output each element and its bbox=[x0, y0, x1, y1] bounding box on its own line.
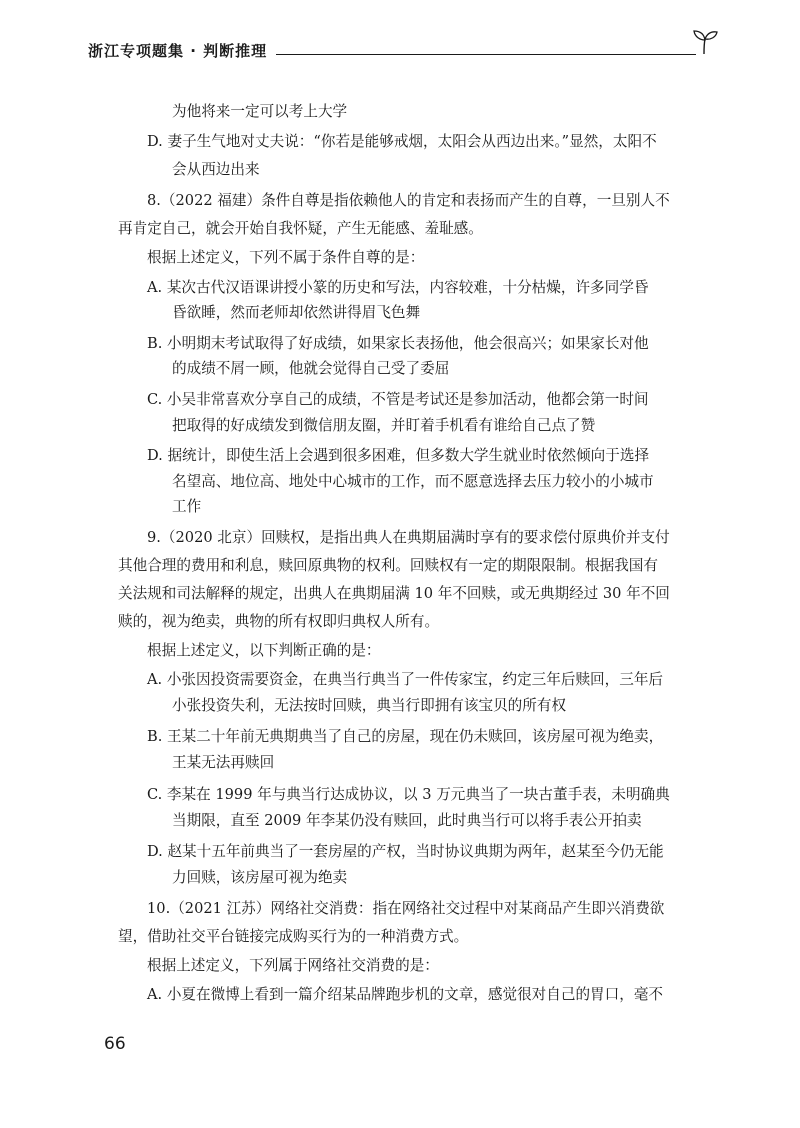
question-9-stem-line-1: 9.（2020 北京）回赎权，是指出典人在典期届满时享有的要求偿付原典价并支付 bbox=[147, 529, 670, 546]
option-b-line-1: B. 小明期末考试取得了好成绩，如果家长表扬他，他会很高兴；如果家长对他 bbox=[147, 335, 649, 352]
question-10-stem-line-1: 10.（2021 江苏）网络社交消费：指在网络社交过程中对某商品产生即兴消费欲 bbox=[147, 900, 665, 917]
option-d-line-1: D. 据统计，即使生活上会遇到很多困难，但多数大学生就业时依然倾向于选择 bbox=[147, 447, 650, 464]
text-line: 的成绩不屑一顾，他就会觉得自己受了委屈 bbox=[172, 360, 450, 377]
option-d-line-1: D. 妻子生气地对丈夫说：“你若是能够戒烟，太阳会从西边出来。”显然，太阳不 bbox=[147, 133, 657, 150]
text-line: 把取得的好成绩发到微信朋友圈，并盯着手机看有谁给自己点了赞 bbox=[172, 417, 596, 434]
text-line: 昏欲睡，然而老师却依然讲得眉飞色舞 bbox=[172, 304, 421, 321]
text-line: 工作 bbox=[172, 498, 202, 515]
text-line: 望，借助社交平台链接完成购买行为的一种消费方式。 bbox=[118, 928, 469, 945]
header-rule bbox=[276, 54, 696, 55]
text-line: 力回赎，该房屋可视为绝卖 bbox=[172, 869, 348, 886]
option-d-line-1: D. 赵某十五年前典当了一套房屋的产权，当时协议典期为两年，赵某至今仍无能 bbox=[147, 843, 664, 860]
option-a-line-1: A. 小张因投资需要资金，在典当行典当了一件传家宝，约定三年后赎回，三年后 bbox=[147, 671, 664, 688]
sprout-icon bbox=[690, 26, 720, 56]
text-line: 再肯定自己，就会开始自我怀疑，产生无能感、羞耻感。 bbox=[118, 220, 483, 237]
question-8-prompt: 根据上述定义，下列不属于条件自尊的是： bbox=[147, 249, 425, 266]
question-9-prompt: 根据上述定义，以下判断正确的是： bbox=[147, 642, 381, 659]
page-header bbox=[88, 40, 728, 64]
text-line: 名望高、地位高、地处中心城市的工作，而不愿意选择去压力较小的小城市 bbox=[172, 473, 654, 490]
option-a-line-1: A. 小夏在微博上看到一篇介绍某品牌跑步机的文章，感觉很对自己的胃口，毫不 bbox=[147, 986, 664, 1003]
text-line: 关法规和司法解释的规定，出典人在典期届满 10 年不回赎，或无典期经过 30 年不回 bbox=[118, 585, 670, 602]
page-number: 66 bbox=[104, 1034, 126, 1054]
question-10-prompt: 根据上述定义，下列属于网络社交消费的是： bbox=[147, 957, 439, 974]
option-c-line-1: C. 李某在 1999 年与典当行达成协议，以 3 万元典当了一块古董手表，未明确典 bbox=[147, 786, 670, 803]
text-line: 为他将来一定可以考上大学 bbox=[172, 103, 348, 120]
text-line: 小张投资失利，无法按时回赎，典当行即拥有该宝贝的所有权 bbox=[172, 697, 567, 714]
text-line: 当期限，直至 2009 年李某仍没有赎回，此时典当行可以将手表公开拍卖 bbox=[172, 812, 642, 829]
option-c-line-1: C. 小吴非常喜欢分享自己的成绩，不管是考试还是参加活动，他都会第一时间 bbox=[147, 391, 649, 408]
text-line: 赎的，视为绝卖，典物的所有权即归典权人所有。 bbox=[118, 613, 440, 630]
text-line: 王某无法再赎回 bbox=[172, 754, 275, 771]
header-title: 浙江专项题集 · 判断推理 bbox=[88, 42, 268, 60]
option-a-line-1: A. 某次古代汉语课讲授小篆的历史和写法，内容较难，十分枯燥，许多同学昏 bbox=[147, 279, 649, 296]
question-8-stem-line-1: 8.（2022 福建）条件自尊是指依赖他人的肯定和表扬而产生的自尊，一旦别人不 bbox=[147, 192, 670, 209]
text-line: 其他合理的费用和利息，赎回原典物的权利。回赎权有一定的期限限制。根据我国有 bbox=[118, 557, 658, 574]
option-b-line-1: B. 王某二十年前无典期典当了自己的房屋，现在仍未赎回，该房屋可视为绝卖， bbox=[147, 728, 664, 745]
text-line: 会从西边出来 bbox=[172, 161, 260, 178]
